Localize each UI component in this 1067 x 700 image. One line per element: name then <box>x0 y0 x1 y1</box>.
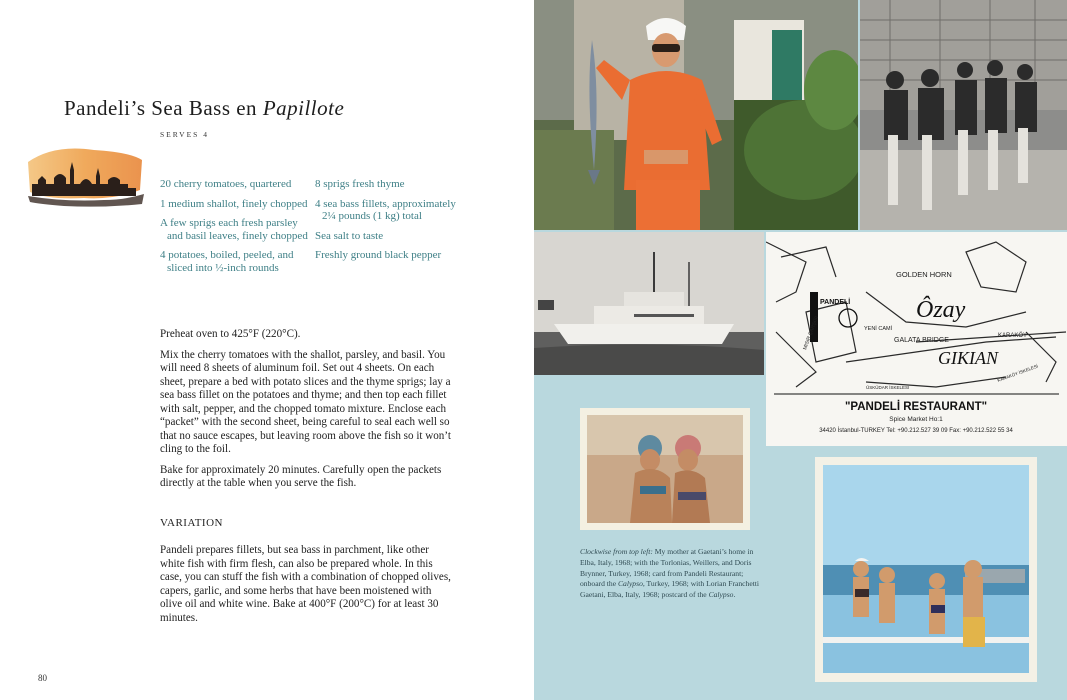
map-label-yeni-cami: YENİ CAMİ <box>864 326 893 332</box>
istanbul-skyline-watercolor <box>24 140 146 208</box>
method-step: Preheat oven to 425°F (220°C). <box>160 328 301 340</box>
restaurant-address-1: Spice Market Ho:1 <box>889 416 943 423</box>
serves-label: SERVES 4 <box>160 130 209 139</box>
photo-caption <box>580 547 760 601</box>
map-handwriting-top: Ôzay <box>916 297 966 323</box>
map-label-golden-horn: GOLDEN HORN <box>896 270 952 279</box>
map-label-galata-bridge: GALATA BRIDGE <box>894 337 949 344</box>
caption-lead: Clockwise from top left: <box>580 547 653 556</box>
caption-part-2: , Turkey, 1968; with Lorian Franchetti Gaetani, Elba, Italy, 1968; postcard of the <box>580 579 760 600</box>
ingredients-column-1 <box>160 178 310 282</box>
page-number: 80 <box>38 673 47 683</box>
caption-part-1: My mother at Gaetani’s home in Elba, Italy, 1968; with the Torlonias, Weillers, and Doris Brynner, Turkey, 1968; card from Pandeli Restaurant; onboard the <box>580 547 754 589</box>
map-label-karakoy-iskelesi: KARAKÖY İSKELESİ <box>996 363 1039 383</box>
map-label-pandeli: PANDELİ <box>820 299 851 306</box>
restaurant-address-2: 34420 İstanbul-TURKEY Tel: +90.212.527 39 09 Fax: +90.212.522 55 34 <box>819 428 1013 434</box>
ingredient-item: Freshly ground black pepper <box>315 249 442 262</box>
recipe-title <box>64 96 344 121</box>
ingredient-item: 8 sprigs fresh thyme <box>315 178 405 190</box>
map-label-uskudar-iskelesi: ÜSKÜDAR İSKELESİ <box>866 385 910 390</box>
caption-calypso-2: Calypso <box>708 590 734 600</box>
variation-heading: VARIATION <box>160 517 223 529</box>
ingredient-item: 20 cherry tomatoes, quartered <box>160 178 292 190</box>
method-text <box>160 328 452 498</box>
ingredient-item: 4 sea bass fillets, approximately 2¼ pounds (1 kg) total <box>315 197 456 223</box>
ingredient-item: A few sprigs each fresh parsley and basil leaves, finely chopped <box>160 217 308 242</box>
photo-group-bw <box>860 0 1067 230</box>
caption-calypso-1: Calypso <box>617 579 643 589</box>
photo-two-women-sunbathing <box>580 408 750 530</box>
variation-text: Pandeli prepares fillets, but sea bass in parchment, like other white fish with firm flesh, can also be prepared whole. In this case, you can stuff the fish with a combination of chopped olives, capers, garlic, and some herbs that have been moistened with olive oil and white wine. Bake at 400°F (200°C) for at least 30 minutes. <box>160 544 451 624</box>
map-handwriting-bottom: GIKIAN <box>938 348 998 368</box>
map-label-misir-carsisi: MISIR ÇARŞISI <box>802 315 820 351</box>
map-label-karakoy: KARAKÖY <box>998 333 1028 339</box>
recipe-title-main: Pandeli’s Sea Bass en <box>64 96 263 120</box>
photo-woman-with-fish <box>534 0 858 230</box>
ingredient-item: 1 medium shallot, finely chopped <box>160 197 308 210</box>
method-step: Bake for approximately 20 minutes. Carefully open the packets directly at the table when you serve the fish. <box>160 463 442 489</box>
ingredient-item: 4 potatoes, boiled, peeled, and sliced into ½-inch rounds <box>160 249 294 274</box>
ingredients-column-2 <box>315 178 465 269</box>
photo-yacht-calypso <box>534 232 764 375</box>
recipe-title-italic: Papillote <box>262 96 345 120</box>
photo-group-on-deck <box>815 457 1037 682</box>
map-card-pandeli <box>766 232 1067 446</box>
method-step: Mix the cherry tomatoes with the shallot, parsley, and basil. You will need 8 sheets of aluminum foil. Set out 4 sheets. On each sheet, prepare a bed with potato slices and the thyme sprigs; lay a sea bass fillet on the potatoes and thyme; and then top each fillet with salt, pepper, and the chopped tomato mixture. Enclose each “packet” with the second sheet, being careful to seal each well so that no sauce escapes, but leaving room above the fish so it won’t cling to the foil. <box>160 348 451 455</box>
restaurant-name: "PANDELİ RESTAURANT" <box>844 401 988 413</box>
caption-part-3: . <box>733 590 736 600</box>
ingredient-item: Sea salt to taste <box>315 229 384 242</box>
